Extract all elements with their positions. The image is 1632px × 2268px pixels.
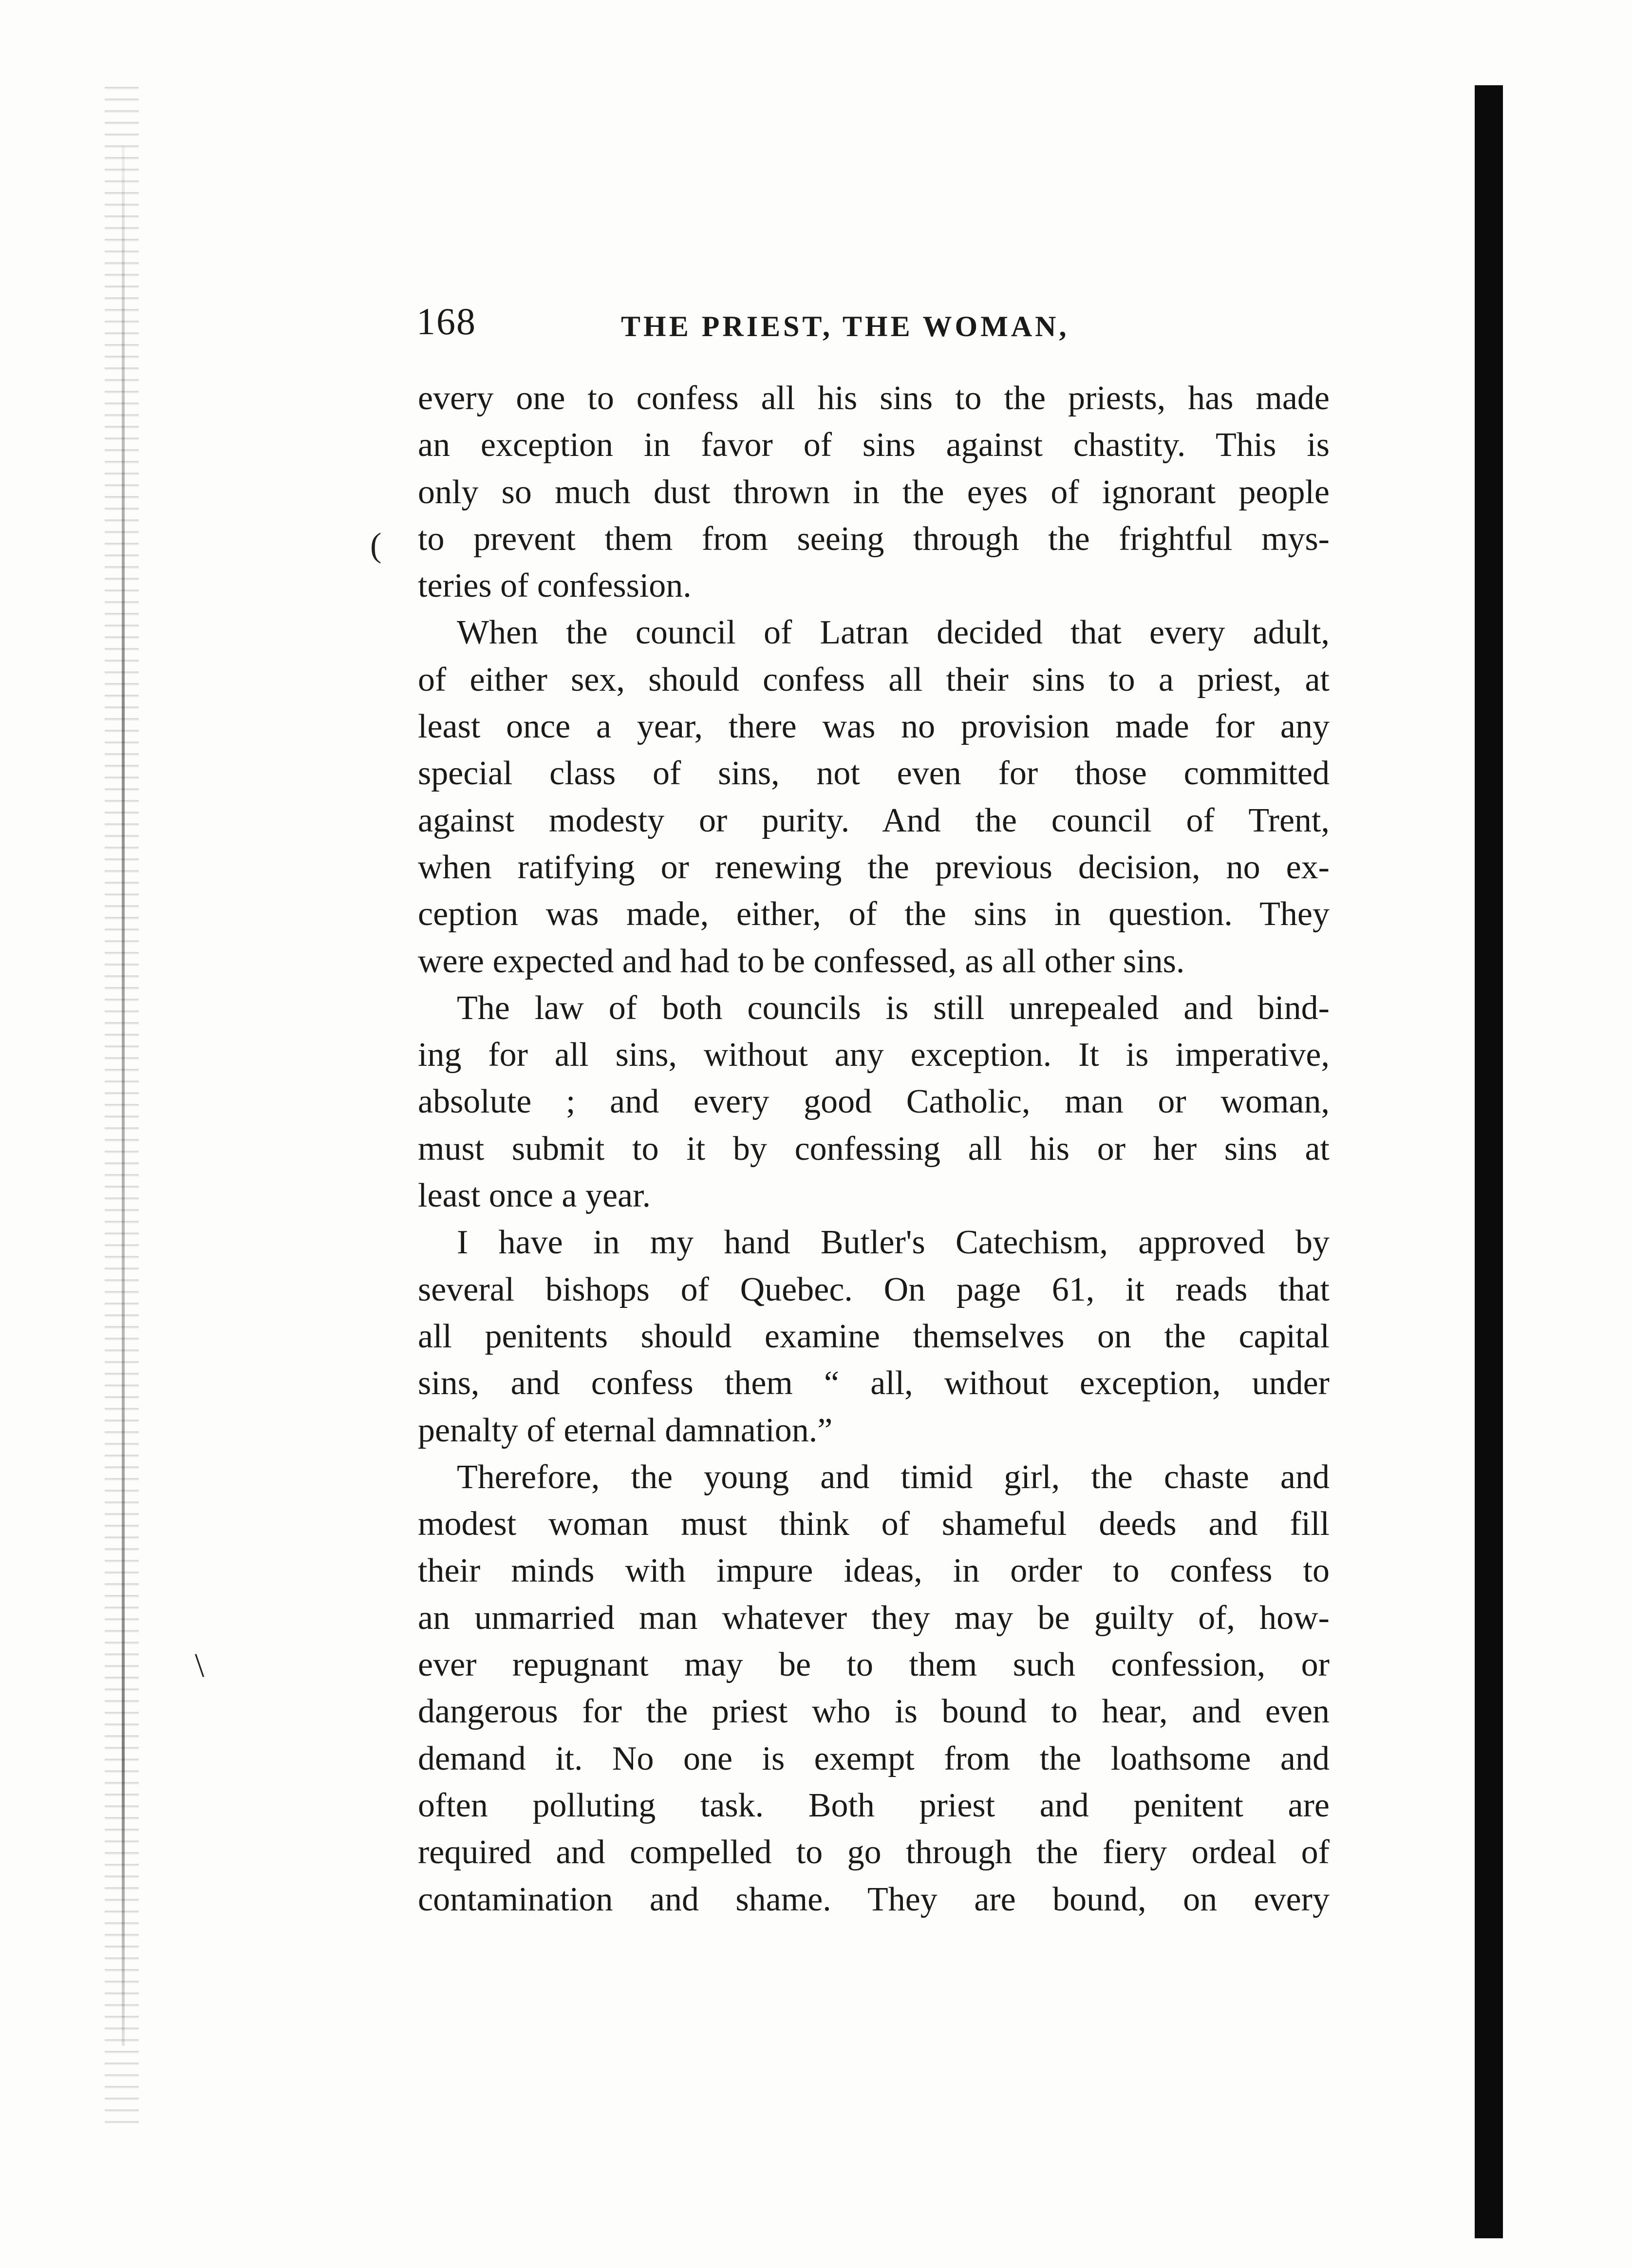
- margin-mark: (: [370, 527, 382, 564]
- binding-shadow: [122, 146, 125, 2046]
- text-line: only so much dust thrown in the eyes of ignorant people: [418, 473, 1330, 511]
- text-line: were expected and had to be confessed, as all other sins.: [418, 942, 1185, 980]
- text-line: ever repugnant may be to them such confession, or: [418, 1646, 1330, 1684]
- text-line: of either sex, should confess all their sins to a priest, at: [418, 661, 1330, 699]
- text-line: When the council of Latran decided that every adult,: [457, 614, 1330, 652]
- text-line: least once a year.: [418, 1177, 651, 1215]
- text-line: special class of sins, not even for those committed: [418, 755, 1330, 793]
- text-line: contamination and shame. They are bound, on every: [418, 1880, 1330, 1918]
- text-line: absolute ; and every good Catholic, man or woman,: [418, 1083, 1330, 1121]
- text-line: I have in my hand Butler's Catechism, approved by: [457, 1224, 1330, 1262]
- text-line: when ratifying or renewing the previous decision, no ex-: [418, 848, 1330, 886]
- text-line: all penitents should examine themselves on the capital: [418, 1317, 1330, 1355]
- text-line: modest woman must think of shameful deeds and fill: [418, 1505, 1330, 1543]
- text-line: required and compelled to go through the fiery ordeal of: [418, 1833, 1330, 1871]
- text-line: penalty of eternal damnation.”: [418, 1411, 833, 1449]
- text-line: teries of confession.: [418, 567, 692, 605]
- page-edge-bar: [1475, 85, 1503, 2238]
- page-header: [416, 297, 1342, 356]
- page-number: 168: [416, 300, 476, 342]
- text-line: every one to confess all his sins to the priests, has made: [418, 379, 1330, 417]
- text-line: an unmarried man whatever they may be guilty of, how-: [418, 1599, 1330, 1637]
- text-line: must submit to it by confessing all his or her sins at: [418, 1130, 1330, 1168]
- text-line: sins, and confess them “ all, without exception, under: [418, 1364, 1330, 1402]
- margin-mark: \: [195, 1647, 205, 1684]
- body-text: [418, 375, 1330, 1923]
- text-line: ception was made, either, of the sins in question. They: [418, 895, 1330, 933]
- text-line: Therefore, the young and timid girl, the chaste and: [457, 1458, 1330, 1496]
- text-line: to prevent them from seeing through the frightful mys-: [418, 520, 1330, 558]
- text-line: least once a year, there was no provision made for any: [418, 708, 1330, 746]
- text-line: often polluting task. Both priest and penitent are: [418, 1786, 1330, 1824]
- running-head: THE PRIEST, THE WOMAN,: [621, 310, 1069, 342]
- text-line: dangerous for the priest who is bound to hear, and even: [418, 1693, 1330, 1731]
- text-line: The law of both councils is still unrepealed and bind-: [457, 989, 1330, 1027]
- text-line: against modesty or purity. And the council of Trent,: [418, 801, 1330, 839]
- text-line: their minds with impure ideas, in order to confess to: [418, 1552, 1330, 1590]
- text-line: demand it. No one is exempt from the loathsome and: [418, 1739, 1330, 1777]
- text-line: ing for all sins, without any exception. It is imperative,: [418, 1036, 1330, 1074]
- text-line: several bishops of Quebec. On page 61, it reads that: [418, 1270, 1330, 1308]
- text-line: an exception in favor of sins against chastity. This is: [418, 426, 1330, 464]
